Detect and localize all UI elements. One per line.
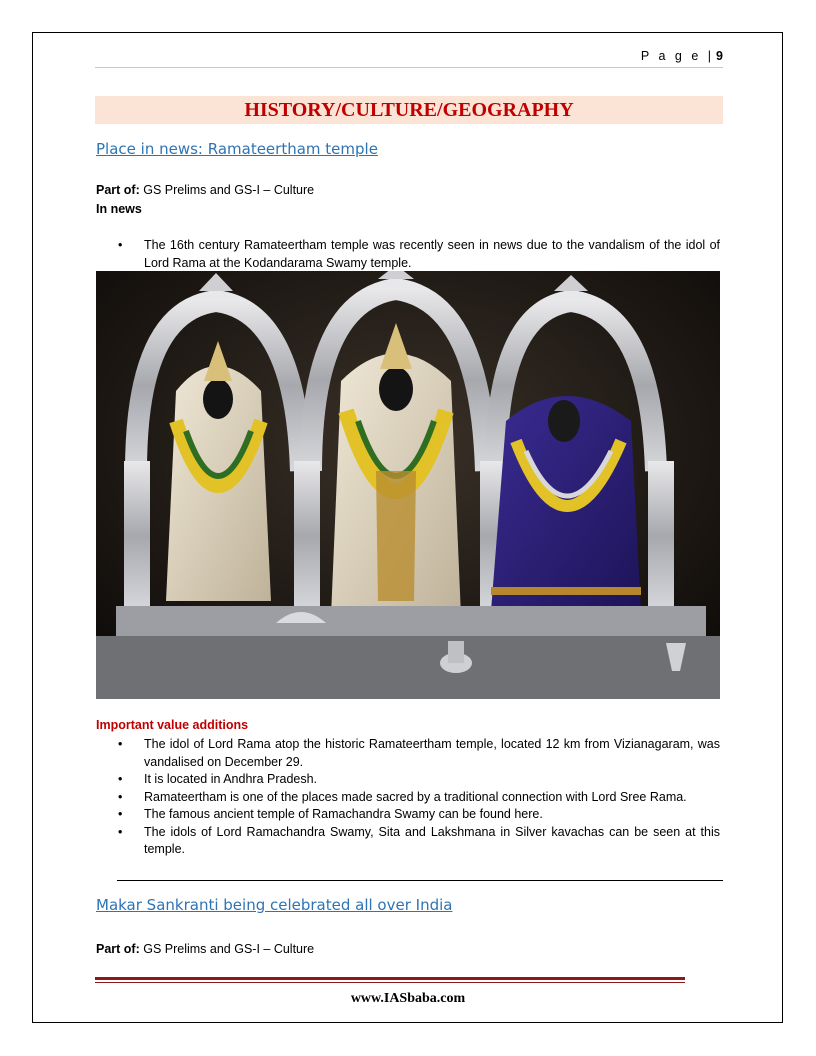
list-item: • The 16th century Ramateertham temple was recently seen in news due to the vandalism of the idol of Lord Rama at the Kodandarama Swamy temple. [117,237,720,272]
page-label: P a g e [640,49,702,63]
news-bullet-list [117,237,720,272]
page-header [95,49,723,68]
part-of-label: Part of: [96,942,140,956]
topic-title-ramateertham[interactable]: Place in news: Ramateertham temple [96,140,378,158]
list-item: • The famous ancient temple of Ramachandra Swamy can be found here. [117,806,720,824]
footer-rule-thin [95,982,685,983]
part-of-value: GS Prelims and GS-I – Culture [139,183,315,197]
topic-title-makar-sankranti[interactable]: Makar Sankranti being celebrated all over India [96,896,453,914]
footer-website-link[interactable]: www.IASbaba.com [350,991,466,1006]
part-of-value: GS Prelims and GS-I – Culture [139,942,315,956]
list-item: • The idols of Lord Ramachandra Swamy, Sita and Lakshmana in Silver kavachas can be seen at this temple. [117,824,720,859]
footer-rule-thick [95,977,685,980]
section-banner: HISTORY/CULTURE/GEOGRAPHY [95,96,723,124]
topic1-part-of [96,183,314,197]
list-item: • The idol of Lord Rama atop the historic Ramateertham temple, located 12 km from Vizianagaram, was vandalised on December 29. [117,736,720,771]
list-item: • It is located in Andhra Pradesh. [117,771,720,789]
section-divider [117,880,723,881]
part-of-label: Part of: [96,183,140,197]
value-additions-list [117,736,720,859]
list-item: • Ramateertham is one of the places made sacred by a traditional connection with Lord Sree Rama. [117,789,720,807]
page-separator: | [707,49,715,63]
value-additions-heading: Important value additions [96,718,249,732]
temple-idols-photo [96,271,720,699]
in-news-label: In news [96,202,142,216]
topic2-part-of [96,942,314,956]
page-number: 9 [716,49,723,63]
